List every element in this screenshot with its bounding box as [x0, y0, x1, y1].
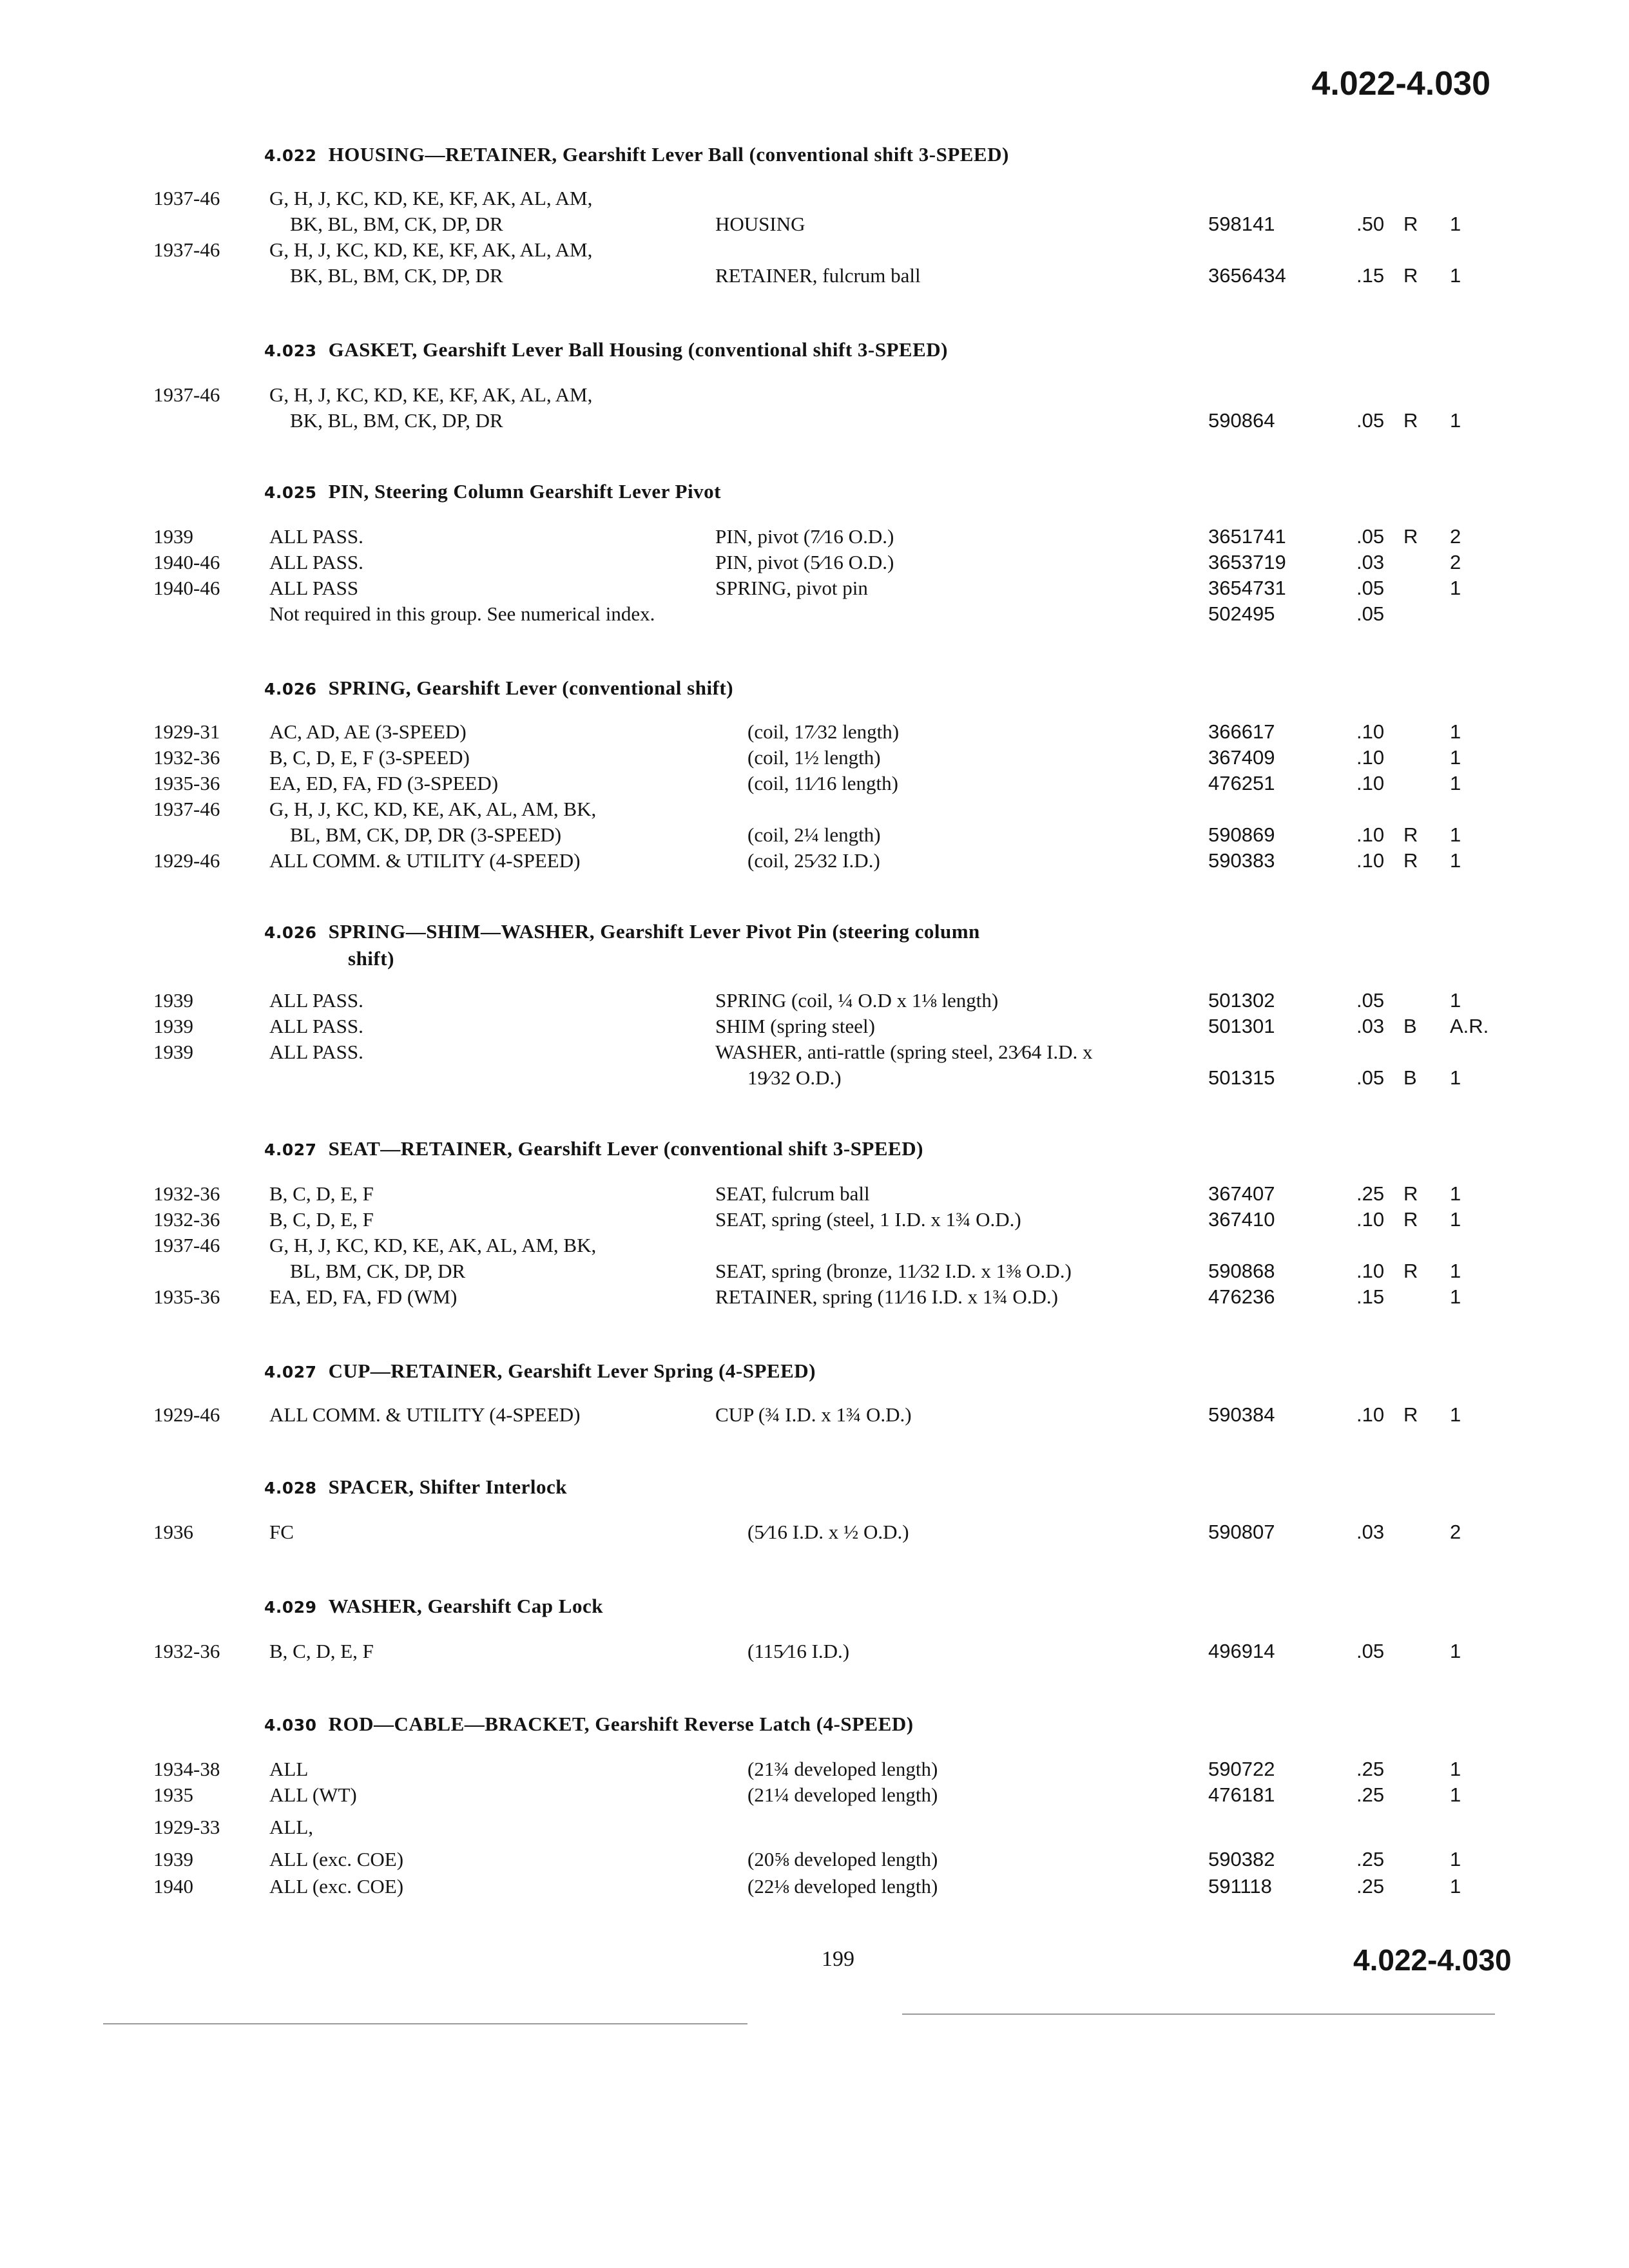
section-heading — [264, 143, 1009, 166]
description-cell: (coil, 1½ length) — [747, 746, 881, 769]
year-cell: 1937-46 — [153, 1234, 220, 1256]
description-cell: PIN, pivot (7⁄16 O.D.) — [715, 525, 894, 548]
price-cell: .10 — [1356, 849, 1385, 872]
price-cell: .50 — [1356, 213, 1385, 235]
description-cell: HOUSING — [715, 213, 805, 235]
year-cell: 1939 — [153, 1041, 193, 1063]
qty-cell: 1 — [1450, 409, 1461, 432]
price-cell: .03 — [1356, 551, 1385, 573]
description-cell: (coil, 25⁄32 I.D.) — [747, 849, 880, 872]
section-heading — [264, 1475, 567, 1499]
qty-cell: 1 — [1450, 1182, 1461, 1205]
section-number: 4.026 — [264, 680, 317, 698]
models-cell: ALL (exc. COE) — [269, 1848, 404, 1870]
class-cell: R — [1403, 525, 1418, 548]
year-cell: 1934-38 — [153, 1758, 220, 1780]
part-number-cell: 591118 — [1208, 1875, 1272, 1898]
description-cell: SHIM (spring steel) — [715, 1015, 875, 1037]
part-number-cell: 590383 — [1208, 849, 1275, 872]
section-title: PIN, Steering Column Gearshift Lever Pivot — [328, 480, 721, 503]
part-number-cell: 502495 — [1208, 602, 1275, 625]
section-number: 4.028 — [264, 1479, 317, 1497]
models-cell: B, C, D, E, F — [269, 1182, 374, 1205]
qty-cell: 1 — [1450, 720, 1461, 743]
qty-cell: 2 — [1450, 551, 1461, 573]
models-cell: ALL (WT) — [269, 1783, 357, 1806]
part-number-cell: 496914 — [1208, 1640, 1275, 1662]
qty-cell: 1 — [1450, 1758, 1461, 1780]
part-number-cell: 590382 — [1208, 1848, 1275, 1870]
description-cell: SEAT, spring (bronze, 11⁄32 I.D. x 1⅜ O.D.) — [715, 1260, 1072, 1282]
section-title: SPRING—SHIM—WASHER, Gearshift Lever Pivot Pin (steering column — [328, 920, 980, 943]
price-cell: .25 — [1356, 1875, 1385, 1898]
part-number-cell: 476251 — [1208, 772, 1275, 794]
models-cell-cont: BL, BM, CK, DP, DR (3-SPEED) — [290, 823, 562, 846]
models-cell: ALL (exc. COE) — [269, 1875, 404, 1898]
models-cell-cont: BK, BL, BM, CK, DP, DR — [290, 264, 503, 287]
year-cell: 1932-36 — [153, 1208, 220, 1231]
class-cell: B — [1403, 1015, 1417, 1037]
price-cell: .25 — [1356, 1758, 1385, 1780]
models-cell: ALL PASS. — [269, 1041, 363, 1063]
models-cell: FC — [269, 1521, 294, 1543]
models-cell: G, H, J, KC, KD, KE, KF, AK, AL, AM, — [269, 383, 593, 406]
year-cell: 1929-46 — [153, 849, 220, 872]
year-cell: 1937-46 — [153, 238, 220, 261]
description-cell: (coil, 17⁄32 length) — [747, 720, 900, 743]
class-cell: R — [1403, 264, 1418, 287]
models-cell: ALL — [269, 1758, 309, 1780]
class-cell: R — [1403, 1208, 1418, 1231]
section-heading — [264, 1595, 603, 1618]
section-heading — [264, 920, 980, 943]
scan-edge-line — [103, 2023, 747, 2024]
part-number-cell: 598141 — [1208, 213, 1275, 235]
year-cell: 1935 — [153, 1783, 193, 1806]
qty-cell: 1 — [1450, 1783, 1461, 1806]
section-title: SEAT—RETAINER, Gearshift Lever (conventional shift 3-SPEED) — [328, 1137, 923, 1160]
qty-cell: 1 — [1450, 1285, 1461, 1308]
models-cell-cont: BK, BL, BM, CK, DP, DR — [290, 213, 503, 235]
description-cell: (20⅝ developed length) — [747, 1848, 938, 1870]
section-title: WASHER, Gearshift Cap Lock — [328, 1595, 603, 1617]
part-number-cell: 367409 — [1208, 746, 1275, 769]
description-cell: (21¾ developed length) — [747, 1758, 938, 1780]
class-cell: R — [1403, 409, 1418, 432]
description-cell: SPRING, pivot pin — [715, 577, 868, 599]
year-cell: 1932-36 — [153, 1640, 220, 1662]
description-cell: (21¼ developed length) — [747, 1783, 938, 1806]
models-cell: G, H, J, KC, KD, KE, AK, AL, AM, BK, — [269, 1234, 597, 1256]
models-cell: ALL PASS. — [269, 989, 363, 1012]
year-cell: 1937-46 — [153, 383, 220, 406]
year-cell: 1939 — [153, 989, 193, 1012]
description-cell: RETAINER, spring (11⁄16 I.D. x 1¾ O.D.) — [715, 1285, 1058, 1308]
part-number-cell: 501301 — [1208, 1015, 1275, 1037]
models-cell: G, H, J, KC, KD, KE, KF, AK, AL, AM, — [269, 187, 593, 209]
part-number-cell: 590869 — [1208, 823, 1275, 846]
section-title: GASKET, Gearshift Lever Ball Housing (conventional shift 3-SPEED) — [328, 338, 948, 361]
models-cell: ALL COMM. & UTILITY (4-SPEED) — [269, 849, 581, 872]
description-cell: (115⁄16 I.D.) — [747, 1640, 850, 1662]
qty-cell: 2 — [1450, 1521, 1461, 1543]
price-cell: .25 — [1356, 1848, 1385, 1870]
description-cell: (coil, 2¼ length) — [747, 823, 881, 846]
price-cell: .15 — [1356, 264, 1385, 287]
class-cell: R — [1403, 213, 1418, 235]
qty-cell: 1 — [1450, 849, 1461, 872]
qty-cell: 1 — [1450, 823, 1461, 846]
description-cell: WASHER, anti-rattle (spring steel, 23⁄64 I.D. x — [715, 1041, 1093, 1063]
part-number-cell: 590722 — [1208, 1758, 1275, 1780]
qty-cell: 1 — [1450, 1640, 1461, 1662]
qty-cell: 1 — [1450, 577, 1461, 599]
class-cell: R — [1403, 849, 1418, 872]
year-cell: 1940-46 — [153, 551, 220, 573]
description-cell: SEAT, fulcrum ball — [715, 1182, 870, 1205]
price-cell: .05 — [1356, 525, 1385, 548]
part-number-cell: 476181 — [1208, 1783, 1275, 1806]
models-cell-cont: BL, BM, CK, DP, DR — [290, 1260, 466, 1282]
description-cell: SEAT, spring (steel, 1 I.D. x 1¾ O.D.) — [715, 1208, 1021, 1231]
year-cell: 1935-36 — [153, 1285, 220, 1308]
price-cell: .05 — [1356, 409, 1385, 432]
year-cell: 1929-33 — [153, 1816, 220, 1838]
models-cell: ALL PASS. — [269, 551, 363, 573]
price-cell: .10 — [1356, 720, 1385, 743]
page-range-footer: 4.022-4.030 — [1353, 1943, 1512, 1977]
price-cell: .25 — [1356, 1783, 1385, 1806]
year-cell: 1929-31 — [153, 720, 220, 743]
part-number-cell: 367410 — [1208, 1208, 1275, 1231]
models-cell: G, H, J, KC, KD, KE, AK, AL, AM, BK, — [269, 798, 597, 820]
section-number: 4.027 — [264, 1140, 317, 1159]
part-number-cell: 366617 — [1208, 720, 1275, 743]
part-number-cell: 3656434 — [1208, 264, 1286, 287]
year-cell: 1940-46 — [153, 577, 220, 599]
price-cell: .10 — [1356, 1208, 1385, 1231]
section-heading-cont: shift) — [348, 947, 394, 970]
qty-cell: 1 — [1450, 264, 1461, 287]
year-cell: 1932-36 — [153, 746, 220, 769]
class-cell: R — [1403, 1403, 1418, 1426]
models-cell: ALL PASS. — [269, 1015, 363, 1037]
part-number-cell: 3654731 — [1208, 577, 1286, 599]
class-cell: R — [1403, 1260, 1418, 1282]
section-number: 4.029 — [264, 1598, 317, 1617]
note-cell: Not required in this group. See numerical index. — [269, 602, 655, 625]
qty-cell: 1 — [1450, 1208, 1461, 1231]
year-cell: 1939 — [153, 525, 193, 548]
part-number-cell: 3653719 — [1208, 551, 1286, 573]
section-number: 4.026 — [264, 923, 317, 942]
section-number: 4.025 — [264, 483, 317, 502]
section-heading — [264, 1360, 816, 1383]
year-cell: 1939 — [153, 1848, 193, 1870]
description-cell: PIN, pivot (5⁄16 O.D.) — [715, 551, 894, 573]
part-number-cell: 501302 — [1208, 989, 1275, 1012]
models-cell: ALL PASS — [269, 577, 359, 599]
section-heading — [264, 1713, 914, 1736]
models-cell: ALL COMM. & UTILITY (4-SPEED) — [269, 1403, 581, 1426]
section-heading — [264, 677, 733, 700]
page-number: 199 — [822, 1947, 854, 1971]
description-cell: (22⅛ developed length) — [747, 1875, 938, 1898]
price-cell: .05 — [1356, 989, 1385, 1012]
year-cell: 1936 — [153, 1521, 193, 1543]
qty-cell: A.R. — [1450, 1015, 1489, 1037]
price-cell: .05 — [1356, 1640, 1385, 1662]
year-cell: 1939 — [153, 1015, 193, 1037]
qty-cell: 1 — [1450, 1066, 1461, 1089]
models-cell: B, C, D, E, F (3-SPEED) — [269, 746, 470, 769]
models-cell: G, H, J, KC, KD, KE, KF, AK, AL, AM, — [269, 238, 593, 261]
price-cell: .05 — [1356, 1066, 1385, 1089]
section-heading — [264, 338, 948, 361]
section-heading — [264, 1137, 923, 1160]
models-cell: B, C, D, E, F — [269, 1640, 374, 1662]
part-number-cell: 476236 — [1208, 1285, 1275, 1308]
price-cell: .10 — [1356, 823, 1385, 846]
page-range-header: 4.022-4.030 — [1311, 65, 1490, 102]
models-cell: EA, ED, FA, FD (WM) — [269, 1285, 458, 1308]
year-cell: 1935-36 — [153, 772, 220, 794]
description-cell: SPRING (coil, ¼ O.D x 1⅛ length) — [715, 989, 999, 1012]
scan-edge-line — [902, 2013, 1495, 2015]
part-number-cell: 590807 — [1208, 1521, 1275, 1543]
price-cell: .05 — [1356, 577, 1385, 599]
section-title: SPRING, Gearshift Lever (conventional shift) — [328, 677, 734, 699]
price-cell: .10 — [1356, 772, 1385, 794]
qty-cell: 2 — [1450, 525, 1461, 548]
qty-cell: 1 — [1450, 1260, 1461, 1282]
year-cell: 1937-46 — [153, 798, 220, 820]
part-number-cell: 501315 — [1208, 1066, 1275, 1089]
description-cell: (5⁄16 I.D. x ½ O.D.) — [747, 1521, 909, 1543]
qty-cell: 1 — [1450, 772, 1461, 794]
qty-cell: 1 — [1450, 1403, 1461, 1426]
price-cell: .10 — [1356, 1403, 1385, 1426]
part-number-cell: 3651741 — [1208, 525, 1286, 548]
models-cell: B, C, D, E, F — [269, 1208, 374, 1231]
section-title: SPACER, Shifter Interlock — [328, 1475, 568, 1498]
description-cell-cont: 19⁄32 O.D.) — [747, 1066, 842, 1089]
models-cell: AC, AD, AE (3-SPEED) — [269, 720, 467, 743]
section-heading — [264, 480, 721, 503]
part-number-cell: 590864 — [1208, 409, 1275, 432]
year-cell: 1929-46 — [153, 1403, 220, 1426]
section-number: 4.027 — [264, 1363, 317, 1381]
class-cell: B — [1403, 1066, 1417, 1089]
year-cell: 1940 — [153, 1875, 193, 1898]
description-cell: (coil, 11⁄16 length) — [747, 772, 898, 794]
models-cell: ALL, — [269, 1816, 314, 1838]
section-title: ROD—CABLE—BRACKET, Gearshift Reverse Latch (4-SPEED) — [328, 1713, 914, 1735]
class-cell: R — [1403, 1182, 1418, 1205]
section-title: HOUSING—RETAINER, Gearshift Lever Ball (conventional shift 3-SPEED) — [328, 143, 1009, 166]
price-cell: .03 — [1356, 1521, 1385, 1543]
part-number-cell: 590868 — [1208, 1260, 1275, 1282]
price-cell: .03 — [1356, 1015, 1385, 1037]
section-title: CUP—RETAINER, Gearshift Lever Spring (4-SPEED) — [328, 1360, 816, 1382]
section-number: 4.022 — [264, 146, 317, 165]
part-number-cell: 590384 — [1208, 1403, 1275, 1426]
qty-cell: 1 — [1450, 1848, 1461, 1870]
qty-cell: 1 — [1450, 746, 1461, 769]
price-cell: .10 — [1356, 1260, 1385, 1282]
qty-cell: 1 — [1450, 213, 1461, 235]
description-cell: CUP (¾ I.D. x 1¾ O.D.) — [715, 1403, 912, 1426]
class-cell: R — [1403, 823, 1418, 846]
qty-cell: 1 — [1450, 989, 1461, 1012]
price-cell: .15 — [1356, 1285, 1385, 1308]
models-cell: ALL PASS. — [269, 525, 363, 548]
qty-cell: 1 — [1450, 1875, 1461, 1898]
part-number-cell: 367407 — [1208, 1182, 1275, 1205]
models-cell: EA, ED, FA, FD (3-SPEED) — [269, 772, 499, 794]
price-cell: .25 — [1356, 1182, 1385, 1205]
price-cell: .05 — [1356, 602, 1385, 625]
section-number: 4.030 — [264, 1716, 317, 1735]
section-number: 4.023 — [264, 341, 317, 360]
price-cell: .10 — [1356, 746, 1385, 769]
description-cell: RETAINER, fulcrum ball — [715, 264, 921, 287]
year-cell: 1932-36 — [153, 1182, 220, 1205]
models-cell-cont: BK, BL, BM, CK, DP, DR — [290, 409, 503, 432]
year-cell: 1937-46 — [153, 187, 220, 209]
